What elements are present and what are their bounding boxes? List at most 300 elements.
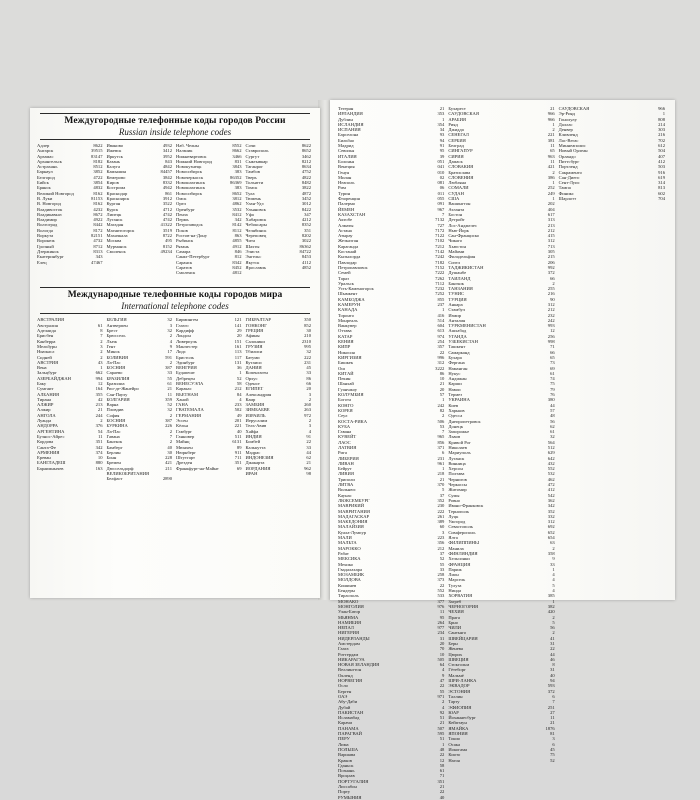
dial-code: 21	[439, 784, 445, 789]
dial-code: 812	[234, 254, 242, 260]
dial-code: 214	[658, 121, 665, 127]
place-name: ЛИВАН	[338, 460, 354, 466]
dial-code: 218	[437, 471, 445, 477]
place-name: Сиэтл	[448, 259, 461, 265]
dial-code: 977	[437, 625, 445, 631]
place-name: Таллин	[448, 693, 463, 699]
dial-code: 8453	[301, 254, 311, 260]
dial-code: 998	[547, 339, 555, 345]
place-name: Махачкала	[106, 233, 128, 239]
dial-code: 4	[239, 396, 242, 402]
dial-code: 63	[550, 540, 555, 546]
dial-code: 495	[165, 238, 172, 244]
place-name: Окленд	[338, 672, 353, 678]
place-name: Тегеран	[338, 106, 354, 111]
dial-code: 216	[547, 291, 555, 297]
place-name: АРАБИЯ	[448, 116, 466, 122]
place-name: ЙЕМЕН	[338, 206, 355, 212]
place-name: Монреаль	[338, 317, 358, 323]
place-name: Новокузнецк	[176, 164, 202, 170]
place-name: Владивосток	[37, 206, 63, 212]
place-name: ГЕРМАНИЯ	[176, 412, 202, 418]
place-name: Буэнос-Айрес	[37, 433, 65, 439]
dial-code: 02	[439, 174, 445, 180]
place-name: Иокогама	[448, 746, 468, 752]
dial-code: 61	[167, 380, 172, 386]
dial-code: 2310	[301, 338, 311, 344]
dial-code: 591	[165, 354, 172, 360]
place-name: Афины	[245, 333, 260, 339]
dial-code: 11	[550, 158, 555, 164]
place-name: Саратов	[176, 264, 192, 270]
dial-code: 1876	[545, 725, 555, 731]
place-name: Саранск	[176, 259, 193, 265]
dial-code: 47467	[91, 259, 103, 265]
russian-col-4	[245, 143, 315, 270]
dial-code: 8142	[232, 222, 242, 228]
place-name: ТАНЗАНИЯ	[448, 286, 473, 292]
dial-code: 357	[437, 344, 445, 350]
dial-code: 702	[658, 137, 665, 143]
place-name: Казань	[106, 158, 120, 164]
dial-code: 2	[442, 413, 445, 419]
dial-code: 11	[550, 143, 555, 149]
place-name: Тулуза	[448, 582, 462, 588]
place-name: Иваново	[106, 143, 124, 148]
dial-code: 8	[552, 662, 555, 668]
dial-code: 382	[547, 603, 555, 609]
dial-code: 61	[550, 370, 555, 376]
place-name: Льеж	[106, 338, 117, 344]
place-name: Кардифф	[176, 328, 195, 334]
dial-code: 966	[658, 106, 665, 111]
dial-code: 3	[308, 423, 311, 429]
dial-code: 1	[100, 365, 103, 371]
dial-code: 352	[437, 497, 445, 503]
dial-code: 4742	[162, 217, 172, 223]
place-name: Бонн	[106, 455, 117, 461]
dial-code: 532	[547, 471, 555, 477]
dial-code: 21	[439, 476, 445, 482]
international-codes-columns	[36, 317, 314, 481]
place-name: ВЕЛИКОБРИТАНИЯ	[106, 471, 150, 477]
place-name: Любляна	[448, 180, 467, 186]
place-name: Черкассы	[448, 482, 468, 488]
dial-code: 55	[439, 561, 445, 567]
dial-code: 4	[552, 572, 555, 578]
dial-code: 7	[100, 333, 103, 339]
dial-code: 8722	[162, 233, 172, 239]
dial-code: 4732	[93, 238, 103, 244]
dial-code: 69	[236, 465, 242, 471]
dial-code: 11	[167, 391, 172, 397]
dial-code: 82	[439, 407, 445, 413]
place-name: Белград	[448, 143, 464, 149]
place-name: ВЕНГРИЯ	[176, 365, 197, 371]
dial-code: 386	[547, 174, 555, 180]
dial-code: 21	[550, 106, 555, 111]
place-name: Мюнхен	[176, 444, 193, 450]
place-name: Сыктывкар	[245, 158, 268, 164]
dial-code: 4862	[232, 201, 242, 207]
dial-code: 4822	[301, 174, 311, 180]
place-name: Актобе	[338, 217, 353, 223]
code-row	[337, 795, 447, 800]
place-name: НИКАРАГУА	[338, 656, 365, 662]
place-name: Симферополь	[448, 529, 476, 535]
place-name: Новый Орлеан	[558, 148, 588, 154]
place-name: Ужгород	[448, 519, 466, 525]
place-name: ИЗРАИЛЬ	[245, 412, 266, 418]
place-name: Брисбен	[37, 333, 54, 339]
place-name: Красноярск	[106, 195, 130, 201]
dial-code: 4	[442, 704, 445, 710]
dial-code: 6131	[232, 439, 242, 445]
dial-code: 163	[95, 465, 103, 471]
place-name: Цюрих	[448, 651, 463, 657]
dial-code: 32	[306, 349, 311, 355]
place-name: ПЕРУ	[338, 736, 350, 742]
dial-code: 387	[165, 418, 172, 424]
dial-code: 4	[552, 588, 555, 594]
dial-code: 362	[547, 497, 555, 503]
place-name: Днепропетровск	[448, 418, 481, 424]
dial-code: 212	[547, 307, 555, 313]
place-name: Атырау	[338, 233, 353, 239]
place-name: Брест	[106, 328, 118, 334]
dial-code: 3	[100, 343, 103, 349]
dial-code: 98	[306, 471, 311, 477]
dial-code: 091	[437, 201, 445, 207]
place-name: Гавана	[338, 429, 352, 435]
place-name: Ливерпуль	[176, 338, 197, 344]
dial-code: 61	[550, 429, 555, 435]
dial-code: 312	[547, 301, 555, 307]
dial-code: 21	[167, 386, 172, 392]
dial-code: 359	[165, 396, 172, 402]
dial-code: 206	[547, 259, 555, 265]
place-name: Ровно	[448, 497, 460, 503]
place-name: Манила	[448, 545, 464, 551]
place-name: Прага	[448, 614, 460, 620]
dial-code: 164	[95, 386, 103, 392]
place-name: Тарту	[448, 699, 460, 705]
dial-code: 211	[165, 465, 172, 471]
dial-code: 82151	[91, 233, 103, 239]
place-name: Загреб	[448, 598, 462, 604]
dial-code: 55	[439, 688, 445, 694]
place-name: Дебрецен	[176, 375, 195, 381]
dial-code: 502	[234, 407, 242, 413]
place-name: Киев	[448, 402, 459, 408]
place-name: Адлер	[37, 143, 50, 148]
place-name: Магадан	[106, 222, 124, 228]
code-row	[175, 466, 245, 471]
dial-code: 7262	[435, 275, 445, 281]
dial-code: 1	[442, 466, 445, 472]
dial-code: 3519	[162, 227, 172, 233]
dial-code: 33	[439, 566, 445, 572]
place-name: Токио	[448, 736, 461, 742]
dial-code: 212	[547, 227, 555, 233]
place-name: Ош	[338, 365, 345, 371]
place-name: Сан-Франциско	[448, 233, 480, 239]
place-name: Минск	[106, 349, 120, 355]
place-name: Бамберг	[106, 444, 123, 450]
dial-code: 372	[547, 270, 555, 276]
place-name: ЛАОС	[338, 439, 351, 445]
place-name: Иркутск	[106, 153, 123, 159]
dial-code: 8182	[93, 158, 103, 164]
dial-code: 351	[95, 439, 103, 445]
dial-code: 9	[169, 343, 172, 349]
dial-code: 961	[437, 460, 445, 466]
dial-code: 4942	[162, 185, 172, 191]
place-name: Баку	[37, 380, 47, 386]
place-name: Краснодар	[106, 190, 128, 196]
dial-code: 4855	[232, 238, 242, 244]
place-name: Бомбей	[245, 439, 261, 445]
place-name: ЕГИПЕТ	[245, 386, 264, 392]
code-row	[175, 270, 245, 275]
place-name: КИТАЙ	[338, 370, 354, 376]
intl-col-1	[36, 317, 106, 471]
place-name: ИРЛАНДИЯ	[338, 111, 363, 117]
place-name: Турин	[338, 190, 351, 196]
dial-code: 55	[167, 375, 172, 381]
place-name: ПОРТУГАЛИЯ	[338, 778, 369, 784]
dial-code: 40	[439, 794, 445, 800]
dial-code: 60	[439, 524, 445, 530]
dial-code: 12	[439, 757, 445, 763]
place-name: Кейптаун	[448, 720, 467, 726]
place-name: Самарканд	[448, 349, 470, 355]
dial-code: 967	[437, 206, 445, 212]
dial-code: 3466	[232, 153, 242, 159]
dial-code: 74	[550, 376, 555, 382]
place-name: БОСНИЯ	[106, 418, 126, 424]
place-name: ПОЛЬША	[338, 746, 359, 752]
dial-code: 6	[552, 693, 555, 699]
place-name: МОНГОЛИЯ	[338, 603, 364, 609]
dial-code: 121	[234, 317, 242, 323]
heading-international	[36, 287, 314, 314]
place-name: Ташкент	[448, 344, 466, 350]
dial-code: 343	[95, 254, 103, 260]
dial-code: 46	[550, 656, 555, 662]
dial-code: 49	[236, 412, 242, 418]
place-name: МЕКСИКА	[338, 556, 361, 562]
place-name: ИРАН	[245, 471, 258, 477]
place-name: Смоленск	[176, 270, 196, 276]
place-name: МАДАГАСКАР	[338, 513, 370, 519]
dial-code: 8313	[93, 248, 103, 254]
dial-code: 808	[658, 116, 665, 122]
place-name: ФРАНЦИЯ	[448, 561, 471, 567]
dial-code: 12	[97, 380, 103, 386]
place-name: ВЬЕТНАМ	[176, 391, 199, 397]
dial-code: 564	[547, 439, 555, 445]
dial-code: 7182	[435, 259, 445, 265]
dial-code: 831	[234, 158, 242, 164]
place-name: В. Луки	[37, 195, 53, 201]
place-name: АРГЕНТИНА	[37, 428, 65, 434]
dial-code: 73	[550, 360, 555, 366]
place-name: КАТАР	[338, 333, 353, 339]
dial-code: 1	[442, 741, 445, 747]
place-name: ГОНКОНГ	[245, 322, 267, 328]
place-name: КАМЕРУН	[338, 301, 361, 307]
dial-code: 4112	[301, 259, 311, 265]
place-name: Самара	[176, 248, 191, 254]
place-name: Манчестер	[176, 343, 198, 349]
dial-code: 704	[658, 196, 665, 202]
place-name: Термез	[448, 392, 463, 398]
dial-code: 303	[658, 127, 665, 133]
place-name: Рыбинск	[176, 238, 194, 244]
place-name: КУВЕЙТ	[338, 434, 357, 440]
dial-code: 8332	[162, 180, 172, 186]
dial-code: 2	[169, 428, 172, 434]
place-name: Лима	[338, 741, 349, 747]
section-international-continued	[330, 100, 675, 800]
dial-code: 237	[437, 301, 445, 307]
place-name: Кострома	[106, 185, 126, 191]
place-name: ОАЭ	[338, 693, 348, 699]
place-name: Атланта	[448, 206, 465, 212]
place-name: Ярославль	[245, 264, 267, 270]
place-name: Наб. Челны	[176, 143, 199, 148]
dial-code: 351	[234, 460, 242, 466]
dial-code: 91	[306, 433, 311, 439]
dial-code: 595	[437, 731, 445, 737]
place-name: Джакарта	[245, 460, 265, 466]
place-name: Караганда	[338, 243, 359, 249]
dial-code: 7122	[435, 233, 445, 239]
dial-code: 39515	[91, 148, 103, 154]
dial-code: 32	[167, 407, 172, 413]
dial-code: 54	[97, 428, 103, 434]
place-name: Тбилиси	[245, 349, 263, 355]
dial-code: 542	[547, 492, 555, 498]
dial-code: 84457	[160, 169, 172, 175]
dial-code: 351	[437, 778, 445, 784]
place-name: Дзержинск	[37, 248, 59, 254]
place-name: ИОРДАНИЯ	[245, 465, 271, 471]
dial-code: 231	[437, 455, 445, 461]
dial-code: 372	[547, 688, 555, 694]
place-name: Будапешт	[176, 370, 195, 376]
place-name: Дубай	[338, 704, 351, 710]
dial-code: 8652	[232, 190, 242, 196]
dial-code: 52	[550, 757, 555, 763]
dial-code: 47	[439, 678, 445, 684]
dial-code: 20	[439, 640, 445, 646]
place-name: Бангкок	[106, 439, 123, 445]
place-name: Элиста	[245, 248, 260, 254]
dial-code: 416	[437, 312, 445, 318]
place-name: Палермо	[338, 201, 356, 207]
dial-code: 5	[552, 582, 555, 588]
dial-code: 652	[547, 529, 555, 535]
place-name: БАНГЛАДЕШ	[37, 460, 66, 466]
dial-code: 1	[552, 180, 555, 186]
place-name: Генуя	[338, 169, 350, 175]
place-name: Анкара	[448, 301, 463, 307]
dial-code: 89	[236, 444, 242, 450]
dial-code: 993	[547, 323, 555, 329]
dial-code: 242	[547, 317, 555, 323]
place-name: НИДЕРЛАНДЫ	[338, 635, 370, 641]
place-name: Портленд	[558, 164, 578, 170]
code-row	[36, 260, 106, 265]
place-name: Брно	[448, 619, 459, 625]
dial-code: 27	[550, 709, 555, 715]
place-name: Бильбао	[338, 137, 355, 143]
place-name: АЛБАНИЯ	[37, 391, 60, 397]
dial-code: 2	[169, 359, 172, 365]
dial-code: 727	[437, 222, 445, 228]
place-name: Калькутта	[245, 444, 266, 450]
dial-code: 230	[437, 503, 445, 509]
dial-code: 8662	[232, 148, 242, 154]
place-name: Рим	[338, 185, 346, 191]
dial-code: 613	[437, 328, 445, 334]
dial-code: 52	[236, 375, 242, 381]
dial-code: 22	[439, 789, 445, 795]
place-name: СЛОВЕНИЯ	[448, 174, 474, 180]
place-name: СИНГАПУР	[448, 148, 473, 154]
dial-code: 31	[550, 667, 555, 673]
place-name: Финикс	[558, 190, 574, 196]
dial-code: 3	[442, 529, 445, 535]
dial-code: 2	[308, 396, 311, 402]
dial-code: 1	[552, 566, 555, 572]
dial-code: 10	[97, 455, 103, 461]
dial-code: 81153	[91, 195, 103, 201]
right-page	[330, 100, 675, 800]
place-name: Алжир	[37, 407, 51, 413]
place-name: Астана	[338, 227, 352, 233]
dial-code: 1	[239, 370, 242, 376]
place-name: СЕРБИЯ	[448, 137, 466, 143]
place-name: Лос-Анджелес	[448, 222, 478, 228]
dial-code: 7172	[435, 227, 445, 233]
dial-code: 314	[658, 180, 665, 186]
dial-code: 552	[437, 588, 445, 594]
place-name: МОЛДОВА	[338, 577, 361, 583]
dial-code: 65	[550, 148, 555, 154]
dial-code: 976	[437, 603, 445, 609]
dial-code: 93	[439, 132, 445, 138]
place-name: Австралия	[37, 322, 58, 328]
dial-code: 8162	[93, 190, 103, 196]
dial-code: 602	[658, 190, 665, 196]
place-name: Сантьяго	[448, 630, 467, 636]
dial-code: 86369	[230, 180, 242, 186]
place-name: Барнаул	[37, 169, 53, 175]
place-name: Гданьск	[338, 762, 354, 768]
place-name: Воронеж	[37, 238, 55, 244]
place-name: Ашхабад	[448, 328, 467, 334]
place-name: ЧИЛИ	[448, 625, 462, 631]
place-name: Богота	[338, 397, 352, 403]
place-name: Джидда	[448, 127, 464, 133]
dial-code: 21	[439, 381, 445, 387]
place-name: ТУРКМЕНИСТАН	[448, 323, 486, 329]
dial-code: 4872	[301, 190, 311, 196]
place-name: Рязань	[176, 243, 189, 249]
